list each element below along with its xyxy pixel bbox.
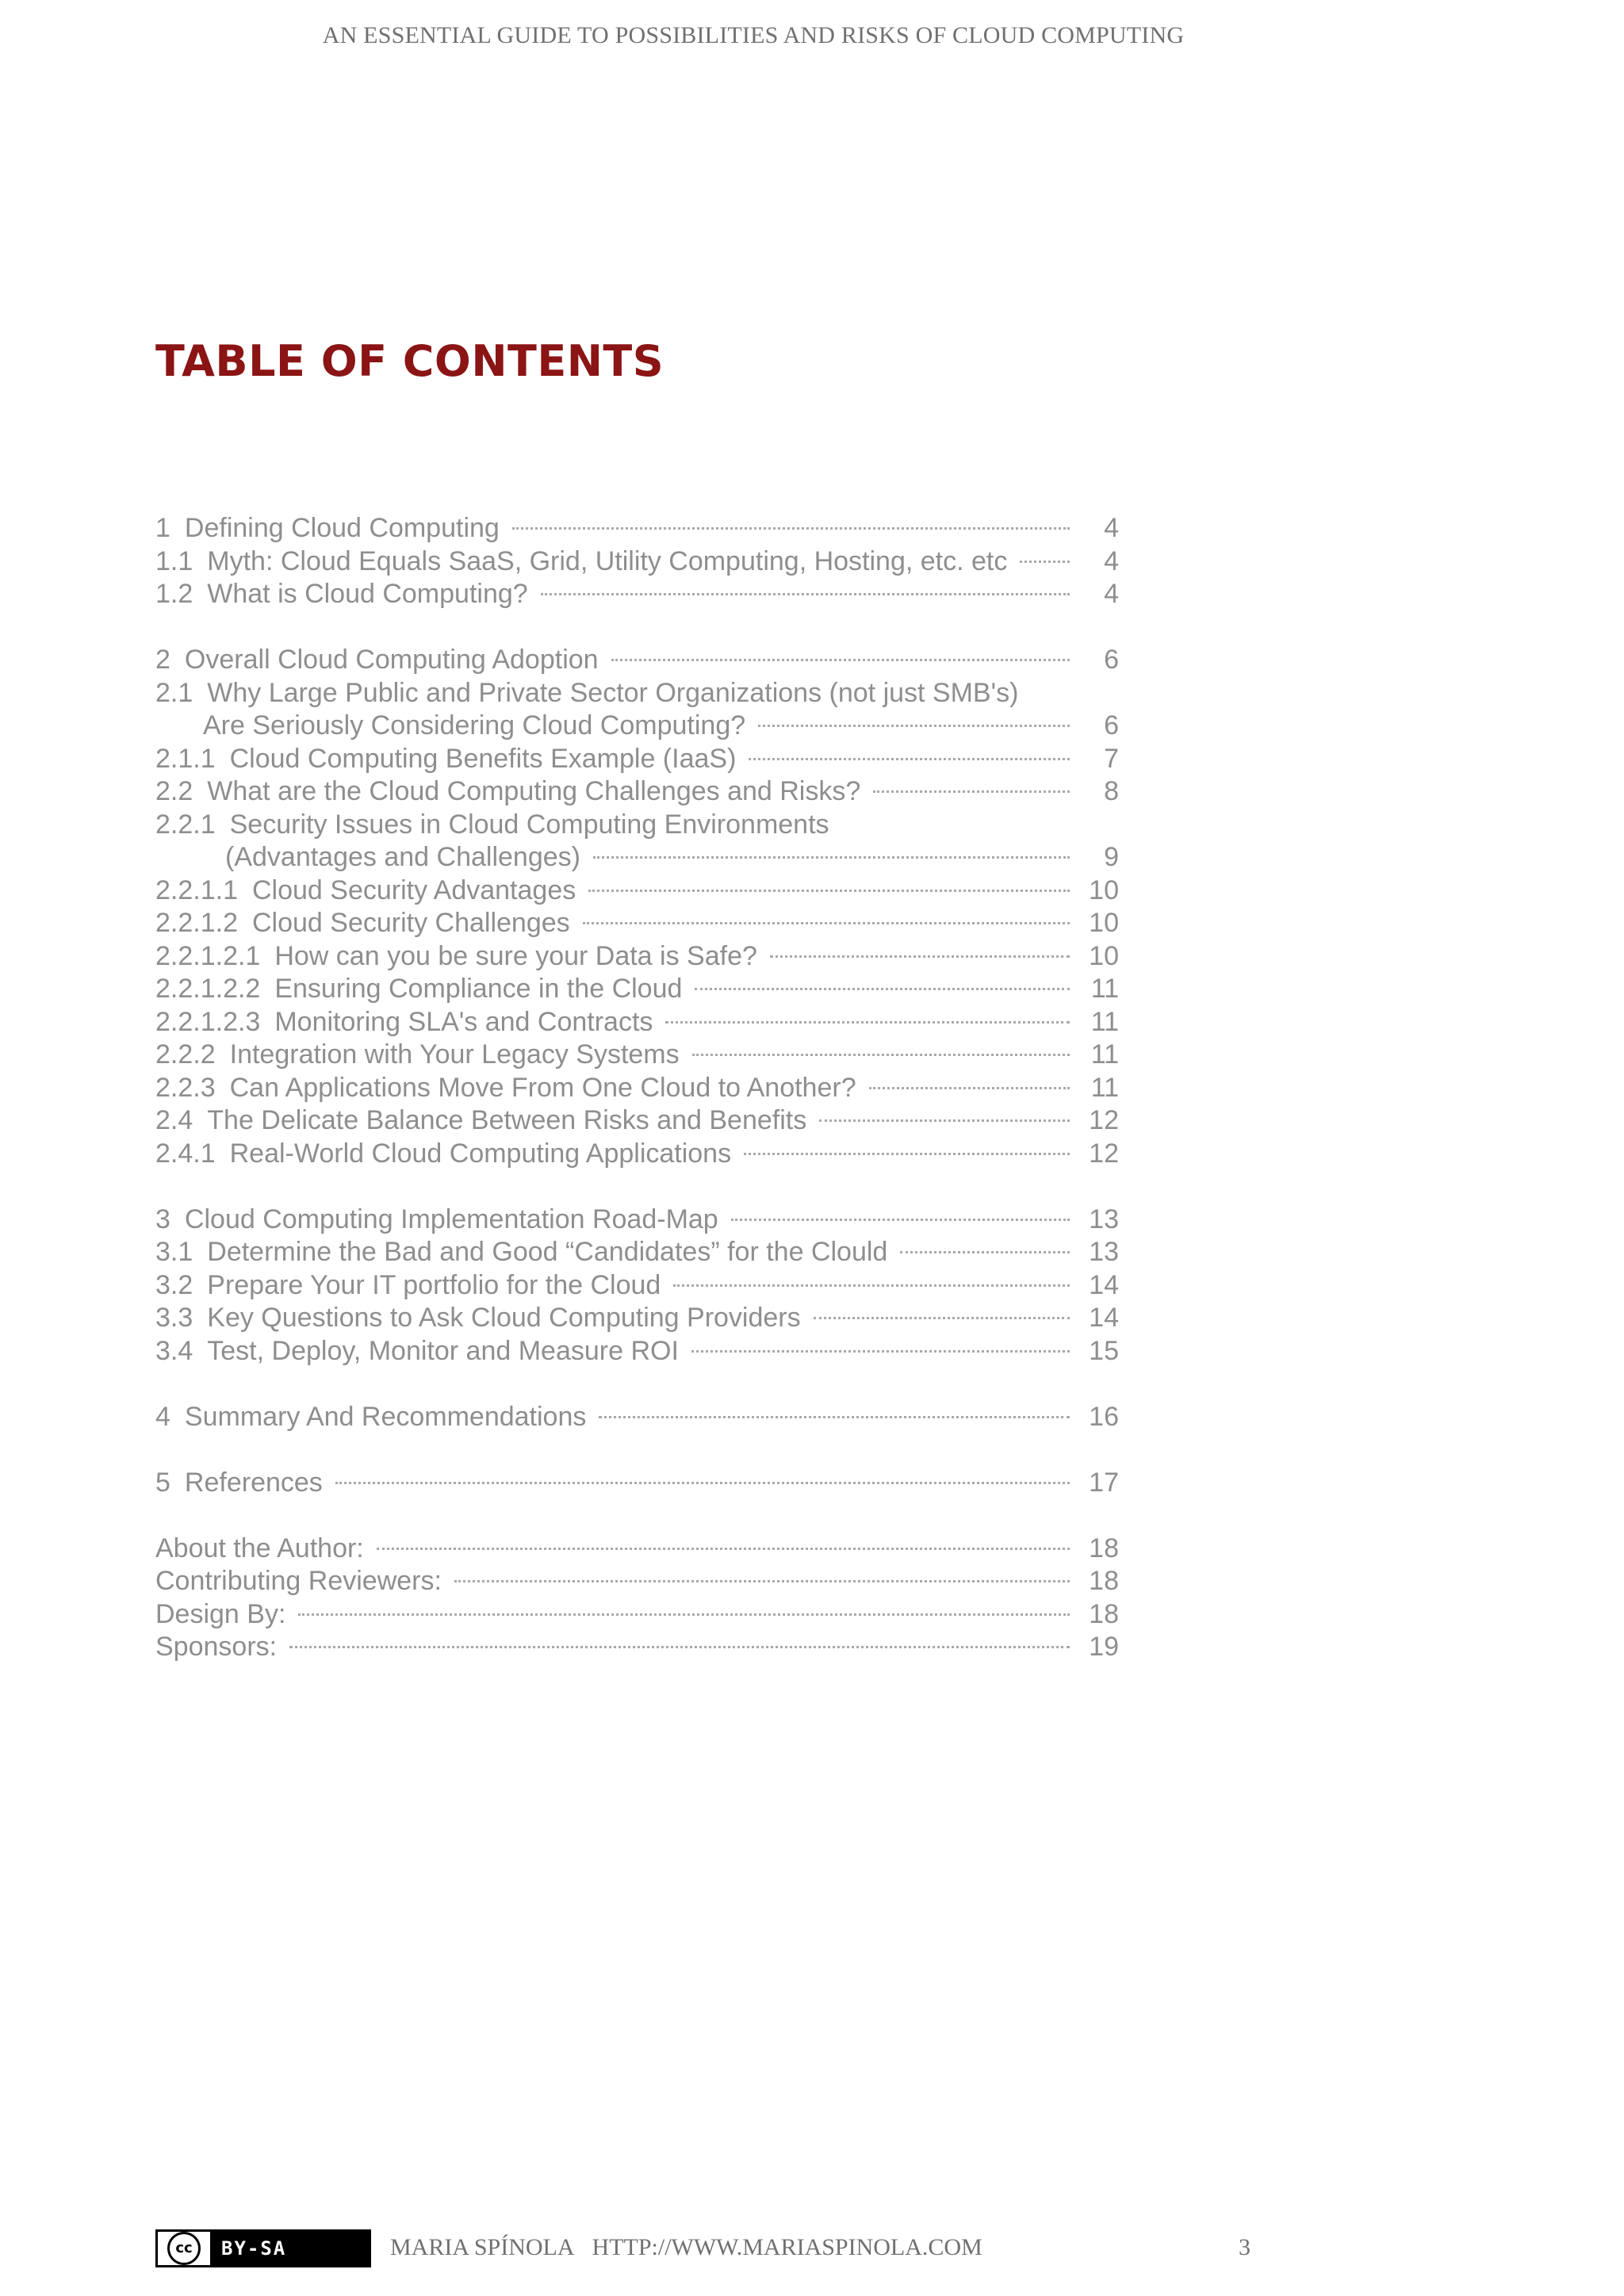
- toc-dot-leader: [692, 1054, 1070, 1056]
- toc-entry-number: 2.2: [155, 776, 193, 806]
- toc-entry-page: 13: [1089, 1203, 1119, 1234]
- toc-entry-page: 11: [1090, 1072, 1119, 1103]
- toc-entry-title: Can Applications Move From One Cloud to Another?: [229, 1072, 856, 1103]
- toc-title: TABLE OF CONTENTS: [155, 336, 665, 386]
- toc-dot-leader: [731, 1219, 1070, 1221]
- toc-entry-page: 15: [1089, 1335, 1119, 1366]
- table-of-contents: [155, 512, 1119, 1697]
- toc-entry-title: Myth: Cloud Equals SaaS, Grid, Utility Computing, Hosting, etc. etc: [207, 545, 1008, 576]
- toc-entry-title: Test, Deploy, Monitor and Measure ROI: [207, 1335, 679, 1366]
- toc-entry[interactable]: [155, 1138, 1119, 1171]
- toc-entry[interactable]: [155, 1467, 1119, 1500]
- toc-entry[interactable]: [155, 1533, 1119, 1566]
- toc-entry-page: 10: [1089, 908, 1119, 938]
- toc-entry-page: 7: [1104, 743, 1119, 774]
- toc-entry-page: 8: [1104, 776, 1119, 806]
- toc-entry-page: 18: [1089, 1533, 1119, 1563]
- toc-entry[interactable]: [155, 1203, 1119, 1237]
- toc-entry-title: Design By:: [155, 1598, 286, 1629]
- toc-entry-number: 2.2.1.1: [155, 874, 238, 905]
- toc-group: [155, 1401, 1119, 1434]
- toc-entry-title: Contributing Reviewers:: [155, 1566, 442, 1596]
- toc-entry-title: References: [184, 1467, 323, 1498]
- toc-entry[interactable]: [155, 578, 1119, 611]
- toc-entry[interactable]: [155, 1401, 1119, 1434]
- toc-entry-page: 14: [1089, 1303, 1119, 1333]
- toc-dot-leader: [744, 1153, 1070, 1155]
- toc-dot-leader: [869, 1087, 1070, 1089]
- toc-entry-title: About the Author:: [155, 1533, 364, 1563]
- toc-entry-title: The Delicate Balance Between Risks and Benefits: [207, 1105, 807, 1135]
- toc-dot-leader: [541, 593, 1070, 595]
- toc-entry-title: Sponsors:: [155, 1632, 278, 1662]
- toc-entry-title: How can you be sure your Data is Safe?: [274, 940, 757, 971]
- toc-entry-number: 4: [155, 1401, 170, 1432]
- toc-entry-page: 11: [1090, 1006, 1119, 1037]
- toc-entry-continuation[interactable]: [155, 841, 1119, 874]
- toc-dot-leader: [758, 725, 1070, 727]
- toc-entry-number: 2.2.1: [155, 809, 216, 840]
- toc-entry[interactable]: [155, 907, 1119, 940]
- toc-entry-page: 12: [1089, 1138, 1119, 1169]
- toc-group: [155, 644, 1119, 1170]
- toc-entry-number: 2.1: [155, 677, 193, 708]
- running-header: AN ESSENTIAL GUIDE TO POSSIBILITIES AND RISKS OF CLOUD COMPUTING: [322, 22, 1185, 48]
- toc-entry-page: 16: [1089, 1401, 1119, 1432]
- toc-entry[interactable]: [155, 1039, 1119, 1072]
- toc-group: [155, 512, 1119, 611]
- toc-dot-leader: [588, 890, 1070, 892]
- cc-icon: cc: [158, 2232, 210, 2265]
- toc-entry-title: Key Questions to Ask Cloud Computing Providers: [207, 1303, 801, 1333]
- toc-group: [155, 1533, 1119, 1664]
- toc-dot-leader: [454, 1580, 1070, 1582]
- toc-dot-leader: [665, 1021, 1070, 1024]
- toc-entry-title: Prepare Your IT portfolio for the Cloud: [207, 1269, 661, 1300]
- author-url[interactable]: HTTP://WWW.MARIASPINOLA.COM: [592, 2234, 982, 2260]
- toc-entry[interactable]: [155, 1335, 1119, 1368]
- toc-dot-leader: [583, 922, 1070, 924]
- toc-entry-number: 3.3: [155, 1303, 193, 1333]
- toc-entry-number: 3.1: [155, 1237, 193, 1267]
- toc-dot-leader: [814, 1317, 1070, 1319]
- toc-dot-leader: [819, 1119, 1070, 1122]
- toc-entry-number: 2.2.3: [155, 1072, 216, 1103]
- toc-entry-title: Defining Cloud Computing: [184, 513, 500, 543]
- toc-entry-number: 3: [155, 1203, 170, 1234]
- toc-dot-leader: [1020, 561, 1070, 563]
- toc-entry-page: 9: [1104, 842, 1119, 872]
- toc-dot-leader: [691, 1350, 1070, 1353]
- toc-entry-page: 13: [1089, 1237, 1119, 1267]
- toc-dot-leader: [873, 790, 1070, 793]
- toc-entry-title-continued: (Advantages and Challenges): [225, 842, 580, 872]
- toc-entry[interactable]: [155, 1236, 1119, 1269]
- toc-dot-leader: [512, 527, 1070, 530]
- toc-entry[interactable]: [155, 1104, 1119, 1138]
- toc-entry[interactable]: [155, 874, 1119, 908]
- toc-dot-leader: [335, 1482, 1070, 1484]
- toc-dot-leader: [593, 856, 1070, 859]
- toc-entry[interactable]: [155, 1631, 1119, 1664]
- toc-entry-title-continued: Are Seriously Considering Cloud Computing?: [203, 710, 746, 740]
- toc-entry-number: 1.2: [155, 579, 193, 609]
- toc-entry[interactable]: [155, 940, 1119, 974]
- toc-entry[interactable]: [155, 1565, 1119, 1598]
- toc-entry-number: 5: [155, 1467, 170, 1498]
- toc-entry-page: 11: [1090, 974, 1119, 1004]
- toc-entry-title: What is Cloud Computing?: [207, 579, 528, 609]
- toc-entry-page: 18: [1089, 1598, 1119, 1629]
- toc-entry-title: Monitoring SLA's and Contracts: [274, 1006, 653, 1037]
- toc-entry-title: Determine the Bad and Good “Candidates” for the Clould: [207, 1237, 888, 1267]
- toc-entry-page: 6: [1104, 645, 1119, 675]
- toc-entry-number: 3.2: [155, 1269, 193, 1300]
- page-number: 3: [1239, 2234, 1251, 2260]
- toc-entry[interactable]: [155, 644, 1119, 677]
- toc-group: [155, 1467, 1119, 1500]
- toc-entry-number: 2.2.2: [155, 1039, 216, 1070]
- toc-entry-page: 14: [1089, 1269, 1119, 1300]
- toc-dot-leader: [900, 1251, 1070, 1253]
- toc-entry-title: Cloud Computing Implementation Road-Map: [184, 1203, 718, 1234]
- toc-entry-page: 10: [1089, 874, 1119, 905]
- toc-entry-number: 2.1.1: [155, 743, 216, 774]
- toc-entry-number: 2.4.1: [155, 1138, 216, 1169]
- toc-entry-title: Cloud Security Challenges: [251, 908, 570, 938]
- toc-entry-title: Overall Cloud Computing Adoption: [184, 645, 599, 675]
- toc-entry[interactable]: [155, 1072, 1119, 1105]
- toc-entry-page: 6: [1104, 710, 1119, 740]
- toc-entry-page: 4: [1104, 579, 1119, 609]
- toc-entry[interactable]: [155, 677, 1119, 710]
- toc-entry-title: Ensuring Compliance in the Cloud: [274, 974, 683, 1004]
- toc-entry-number: 1.1: [155, 545, 193, 576]
- toc-entry-number: 2: [155, 645, 170, 675]
- toc-entry-page: 4: [1104, 513, 1119, 543]
- toc-entry[interactable]: [155, 743, 1119, 776]
- toc-dot-leader: [673, 1284, 1070, 1287]
- toc-dot-leader: [289, 1646, 1070, 1648]
- toc-entry-continuation[interactable]: [155, 710, 1119, 743]
- toc-entry-title: Security Issues in Cloud Computing Environments: [229, 809, 829, 840]
- toc-entry-title: Summary And Recommendations: [184, 1401, 587, 1432]
- toc-entry-page: 19: [1089, 1632, 1119, 1662]
- toc-entry-number: 2.2.1.2.1: [155, 940, 261, 971]
- toc-entry[interactable]: [155, 512, 1119, 545]
- toc-entry-number: 2.2.1.2: [155, 908, 238, 938]
- toc-dot-leader: [695, 988, 1070, 990]
- toc-dot-leader: [599, 1416, 1070, 1418]
- toc-entry-title: What are the Cloud Computing Challenges and Risks?: [207, 776, 861, 806]
- toc-entry-number: 2.4: [155, 1105, 193, 1135]
- author-name: MARIA SPÍNOLA: [390, 2234, 575, 2260]
- toc-entry[interactable]: [155, 1269, 1119, 1303]
- toc-entry-page: 17: [1089, 1467, 1119, 1498]
- toc-entry-title: Why Large Public and Private Sector Organizations (not just SMB's): [207, 677, 1019, 708]
- toc-dot-leader: [611, 659, 1070, 661]
- toc-entry-page: 4: [1104, 545, 1119, 576]
- toc-entry-title: Integration with Your Legacy Systems: [229, 1039, 680, 1070]
- toc-dot-leader: [377, 1548, 1070, 1550]
- toc-group: [155, 1203, 1119, 1368]
- toc-entry-number: 2.2.1.2.3: [155, 1006, 261, 1037]
- toc-entry-title: Cloud Security Advantages: [251, 874, 576, 905]
- toc-entry[interactable]: [155, 973, 1119, 1006]
- toc-dot-leader: [749, 758, 1070, 760]
- toc-dot-leader: [298, 1613, 1070, 1616]
- toc-entry[interactable]: [155, 1302, 1119, 1335]
- toc-dot-leader: [770, 955, 1070, 958]
- footer-author-line: [390, 2234, 982, 2261]
- toc-entry[interactable]: [155, 1006, 1119, 1039]
- license-label: BY-SA: [221, 2237, 287, 2260]
- toc-entry-number: 3.4: [155, 1335, 193, 1366]
- toc-entry-page: 12: [1089, 1105, 1119, 1135]
- toc-entry[interactable]: [155, 545, 1119, 579]
- toc-entry-title: Real-World Cloud Computing Applications: [229, 1138, 732, 1169]
- toc-entry[interactable]: [155, 1598, 1119, 1632]
- page-footer: [155, 2229, 1456, 2271]
- toc-entry-title: Cloud Computing Benefits Example (IaaS): [229, 743, 737, 774]
- toc-entry-page: 18: [1089, 1566, 1119, 1596]
- toc-entry[interactable]: [155, 809, 1119, 842]
- cc-license-badge[interactable]: [155, 2229, 371, 2267]
- toc-entry-number: 2.2.1.2.2: [155, 974, 261, 1004]
- toc-entry[interactable]: [155, 775, 1119, 809]
- toc-entry-page: 11: [1090, 1039, 1119, 1070]
- toc-entry-page: 10: [1089, 940, 1119, 971]
- toc-entry-number: 1: [155, 513, 170, 543]
